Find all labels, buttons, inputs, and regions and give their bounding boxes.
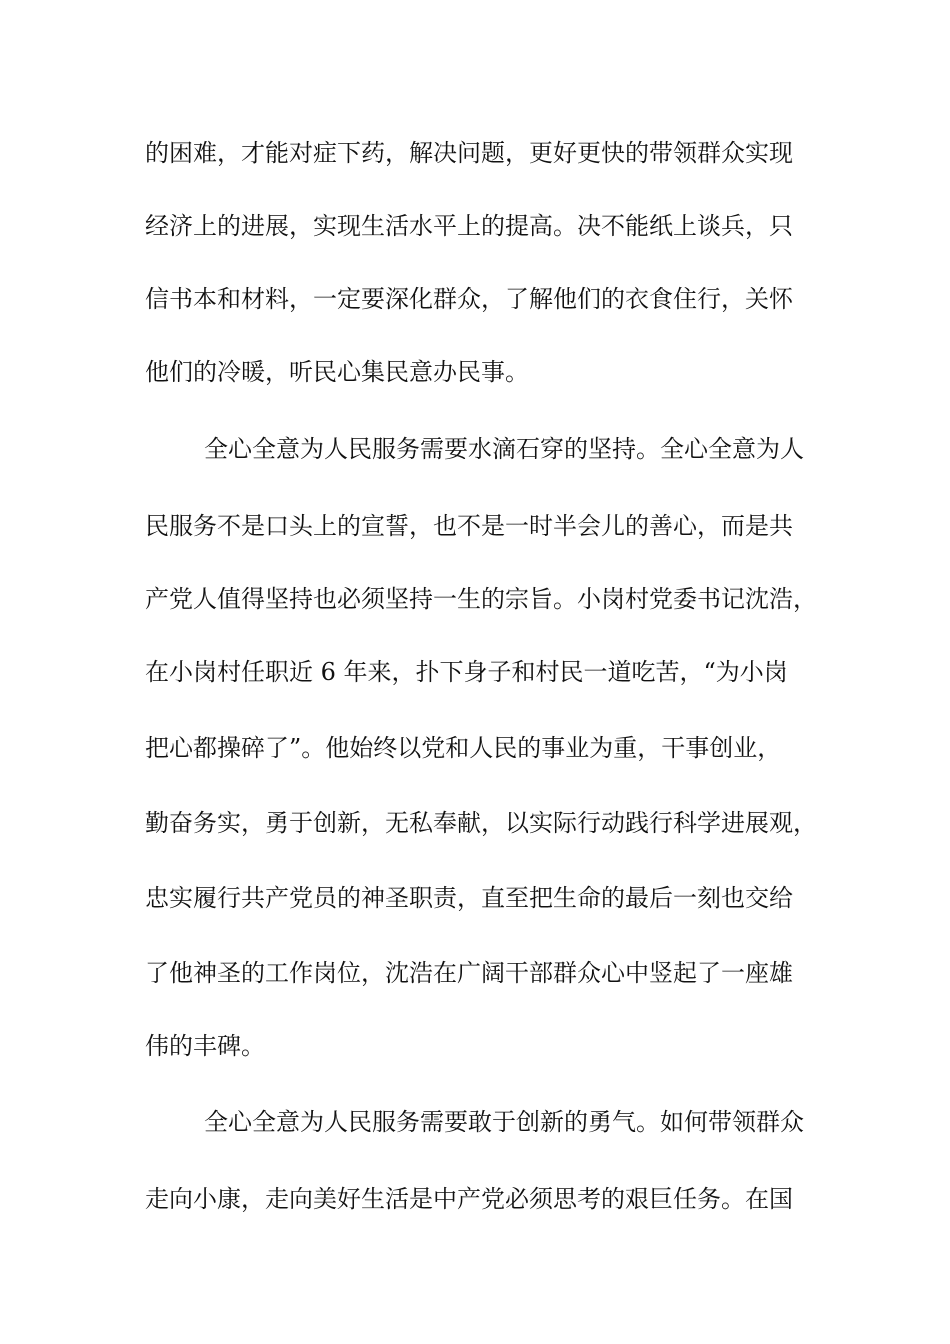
text-line-6: 民服务不是口头上的宣誓，也不是一时半会儿的善心，而是共 [145,512,793,540]
paragraph-start-line: 全心全意为人民服务需要水滴石穿的坚持。全心全意为人 [204,435,804,463]
text-line-9: 把心都操碎了”。他始终以党和人民的事业为重，干事创业， [145,734,782,762]
paragraph-start-line: 全心全意为人民服务需要敢于创新的勇气。如何带领群众 [204,1108,804,1136]
text-line-2: 经济上的进展，实现生活水平上的提高。决不能纸上谈兵，只 [145,212,793,240]
text-line-12: 了他神圣的工作岗位，沈浩在广阔干部群众心中竖起了一座雄 [145,959,793,987]
text-line-13: 伟的丰碑。 [145,1032,265,1060]
text-line-10: 勤奋务实，勇于创新，无私奉献，以实际行动践行科学进展观， [145,809,817,837]
text-line-11: 忠实履行共产党员的神圣职责，直至把生命的最后一刻也交给 [145,884,793,912]
text-line-7: 产党人值得坚持也必须坚持一生的宗旨。小岗村党委书记沈浩， [145,585,817,613]
text-line-3: 信书本和材料，一定要深化群众，了解他们的衣食住行，关怀 [145,285,793,313]
text-line-4: 他们的冷暖，听民心集民意办民事。 [145,358,529,386]
text-line-1: 的困难，才能对症下药，解决问题，更好更快的带领群众实现 [145,139,793,167]
text-line-8: 在小岗村任职近 6 年来，扑下身子和村民一道吃苦，“为小岗 [145,658,788,686]
text-line-15: 走向小康，走向美好生活是中产党必须思考的艰巨任务。在国 [145,1185,793,1213]
